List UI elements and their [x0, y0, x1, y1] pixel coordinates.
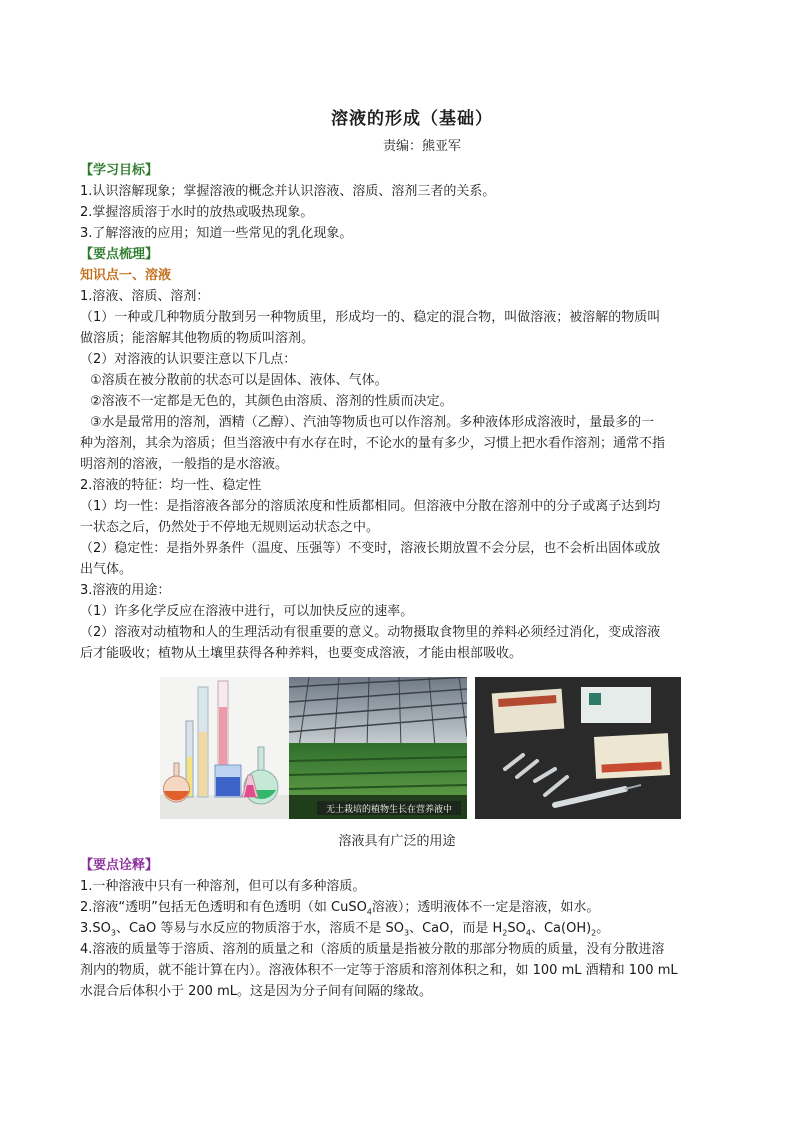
paragraph-line: （1）均一性：是指溶液各部分的溶质浓度和性质都相同。但溶液中分散在溶剂中的分子或离子达到均 [80, 499, 661, 514]
editor-line: 责编：熊亚军 [382, 139, 461, 154]
greenhouse-photo [289, 677, 467, 819]
page-title: 溶液的形成（基础） [331, 109, 493, 129]
goal-item: 1.认识溶解现象；掌握溶液的概念并认识溶液、溶质、溶剂三者的关系。 [80, 184, 496, 199]
paragraph-line: ③水是最常用的溶剂，酒精（乙醇）、汽油等物质也可以作溶剂。多种液体形成溶液时，量最多的一 [90, 415, 655, 430]
ampoules-photo [475, 677, 681, 819]
knowledge-point-heading: 知识点一、溶液 [80, 268, 172, 283]
document-page [80, 100, 714, 1002]
section-heading-goals: 【学习目标】 [80, 163, 159, 178]
paragraph-line: 2.溶液的特征：均一性、稳定性 [80, 478, 262, 493]
paragraph-line: （2）对溶液的认识要注意以下几点： [80, 352, 297, 367]
goal-item: 3.了解溶液的应用；知道一些常见的乳化现象。 [80, 226, 353, 241]
paragraph-line: ①溶质在被分散前的状态可以是固体、液体、气体。 [90, 373, 388, 388]
glassware-photo [160, 677, 290, 819]
paragraph-line: 一状态之后，仍然处于不停地无规则运动状态之中。 [80, 520, 380, 535]
note-line: 1.一种溶液中只有一种溶剂，但可以有多种溶质。 [80, 879, 366, 894]
paragraph-line: 做溶质；能溶解其他物质的物质叫溶剂。 [80, 331, 315, 346]
section-heading-notes: 【要点诠释】 [80, 858, 159, 873]
goal-item: 2.掌握溶质溶于水时的放热或吸热现象。 [80, 205, 314, 220]
paragraph-line: 明溶剂的溶液，一般指的是水溶液。 [80, 457, 289, 472]
photo-overlay-caption: 无土栽培的植物生长在营养液中 [325, 805, 453, 815]
figure-caption: 溶液具有广泛的用途 [338, 834, 456, 849]
paragraph-line: 种为溶剂，其余为溶质；但当溶液中有水存在时，不论水的量有多少，习惯上把水看作溶剂；通常不指 [80, 436, 666, 451]
photo-strip [80, 677, 714, 822]
note-line: $3.SO_3$、CaO 等易与水反应的物质溶于水，溶质不是 $SO_3$、CaO，而是 $H_2SO_4$、$Ca(OH)_2$。 [80, 921, 610, 938]
paragraph-line: 后才能吸收；植物从土壤里获得各种养料，也要变成溶液，才能由根部吸收。 [80, 646, 523, 661]
paragraph-line: 出气体。 [80, 562, 133, 577]
paragraph-line: （2）溶液对动植物和人的生理活动有很重要的意义。动物摄取食物里的养料必须经过消化，变成溶液 [80, 625, 661, 640]
section-heading-points: 【要点梳理】 [80, 247, 159, 262]
paragraph-line: （1）一种或几种物质分散到另一种物质里，形成均一的、稳定的混合物，叫做溶液；被溶解的物质叫 [80, 310, 661, 325]
note-line: 剂内的物质，就不能计算在内）。溶液体积不一定等于溶质和溶剂体积之和，如 100 mL 酒精和 100 mL [80, 963, 678, 978]
note-line: 水混合后体积小于 200 mL。这是因为分子间有间隔的缘故。 [80, 984, 432, 999]
paragraph-line: 1.溶液、溶质、溶剂： [80, 289, 210, 304]
note-line: 2.溶液“透明”包括无色透明和有色透明（如 CuSO$_4$溶液）；透明液体不一定是溶液，如水。 [80, 900, 600, 917]
paragraph-line: （1）许多化学反应在溶液中进行，可以加快反应的速率。 [80, 604, 414, 619]
paragraph-line: ②溶液不一定都是无色的，其颜色由溶质、溶剂的性质而决定。 [90, 394, 453, 409]
paragraph-line: （2）稳定性：是指外界条件（温度、压强等）不变时，溶液长期放置不会分层，也不会析出固体或放 [80, 541, 661, 556]
note-line: 4.溶液的质量等于溶质、溶剂的质量之和（溶质的质量是指被分散的那部分物质的质量，没有分散进溶 [80, 942, 665, 957]
paragraph-line: 3.溶液的用途： [80, 583, 171, 598]
